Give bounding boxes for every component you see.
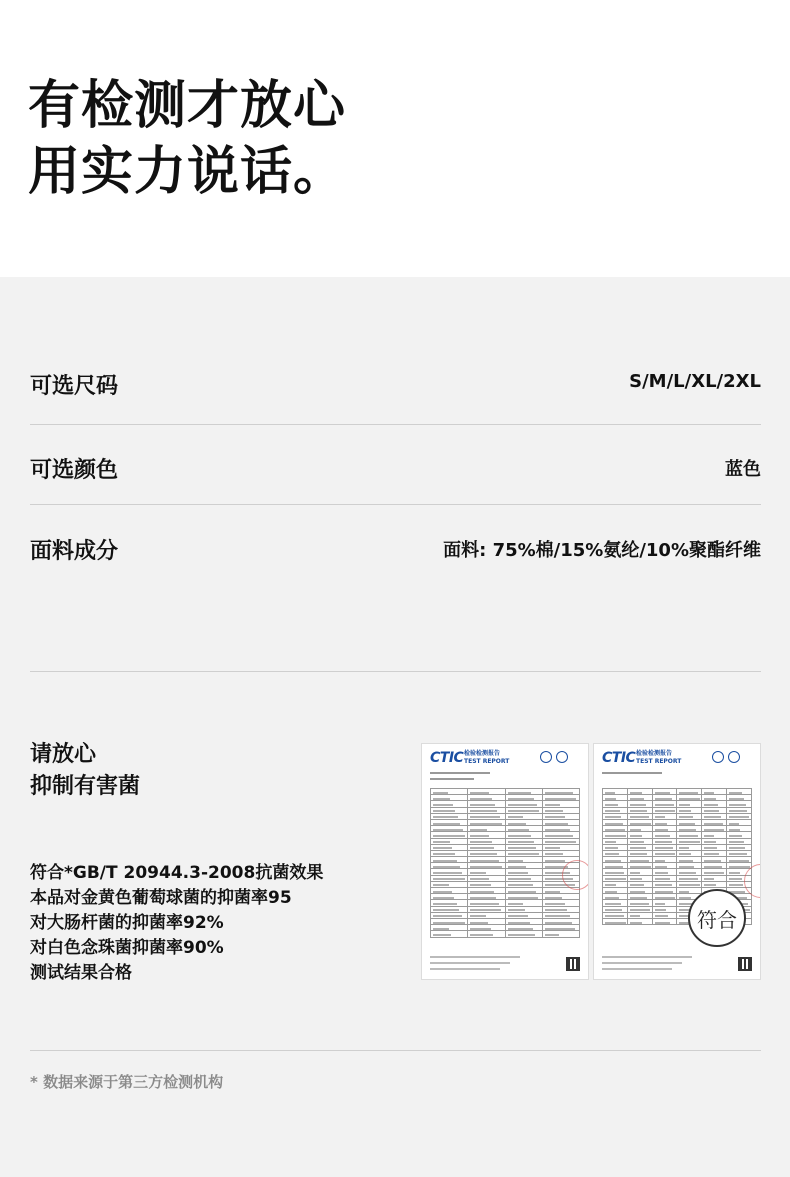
report-table-cell: [542, 931, 579, 937]
spec-value-color: 蓝色: [725, 459, 761, 480]
red-stamp-icon: [562, 860, 589, 890]
spec-value-size: S/M/L/XL/2XL: [629, 371, 761, 392]
footer-line: [602, 956, 692, 958]
spec-label-size: 可选尺码: [30, 374, 119, 399]
antibacterial-text-line: 测试结果合格: [30, 963, 132, 983]
qr-code-icon: [566, 957, 580, 971]
header-rule: [602, 772, 662, 774]
spec-value-fabric: 面料: 75%棉/15%氨纶/10%聚酯纤维: [443, 540, 761, 561]
report-table-cell: [468, 931, 505, 937]
footer-line: [602, 962, 682, 964]
antibacterial-text-line: 本品对金黄色葡萄球菌的抑菌率95: [30, 888, 292, 908]
compliance-seal: 符合: [688, 889, 746, 947]
qr-code-icon: [738, 957, 752, 971]
spec-row-size: [30, 369, 761, 409]
report-table-row: [431, 931, 580, 937]
header-rule: [430, 772, 490, 774]
antibacterial-text-line: 对大肠杆菌的抑菌率92%: [30, 913, 224, 933]
footer-line: [430, 956, 520, 958]
ctic-logo: CTIC: [602, 750, 636, 766]
cnas-badge-icon: [556, 751, 568, 763]
footer-line: [430, 968, 500, 970]
report-table-cell: [652, 918, 677, 924]
test-report-image-1: [421, 743, 589, 980]
footer-line: [430, 962, 510, 964]
source-footnote: * 数据来源于第三方检测机构: [30, 1073, 224, 1091]
report-subtitle: 检验检测报告 TEST REPORT: [636, 750, 682, 765]
divider: [30, 424, 761, 425]
divider: [30, 1050, 761, 1051]
report-table-cell: [603, 918, 628, 924]
hero-title-line-2: 用实力说话。: [28, 142, 347, 202]
hero-section: [0, 0, 790, 277]
test-report-image-2: [593, 743, 761, 980]
report-table-cell: [627, 918, 652, 924]
spec-row-color: [30, 453, 761, 493]
antibacterial-title-line-2: 抑制有害菌: [30, 774, 141, 799]
ilac-badge-icon: [712, 751, 724, 763]
header-rule: [430, 778, 474, 780]
report-subtitle: 检验检测报告 TEST REPORT: [464, 750, 510, 765]
report-table-cell: [431, 931, 468, 937]
antibacterial-text-line: 对白色念珠菌抑菌率90%: [30, 938, 224, 958]
antibacterial-text-line: 符合*GB/T 20944.3-2008抗菌效果: [30, 863, 324, 883]
hero-title-line-1: 有检测才放心: [28, 76, 347, 136]
divider: [30, 671, 761, 672]
spec-label-fabric: 面料成分: [30, 539, 119, 564]
ilac-badge-icon: [540, 751, 552, 763]
ctic-logo: CTIC: [430, 750, 464, 766]
cnas-badge-icon: [728, 751, 740, 763]
report-table-cell: [505, 931, 542, 937]
spec-row-fabric: [30, 534, 761, 574]
report-table: [430, 788, 580, 938]
antibacterial-title-line-1: 请放心: [30, 742, 97, 767]
divider: [30, 504, 761, 505]
spec-label-color: 可选颜色: [30, 458, 119, 483]
footer-line: [602, 968, 672, 970]
